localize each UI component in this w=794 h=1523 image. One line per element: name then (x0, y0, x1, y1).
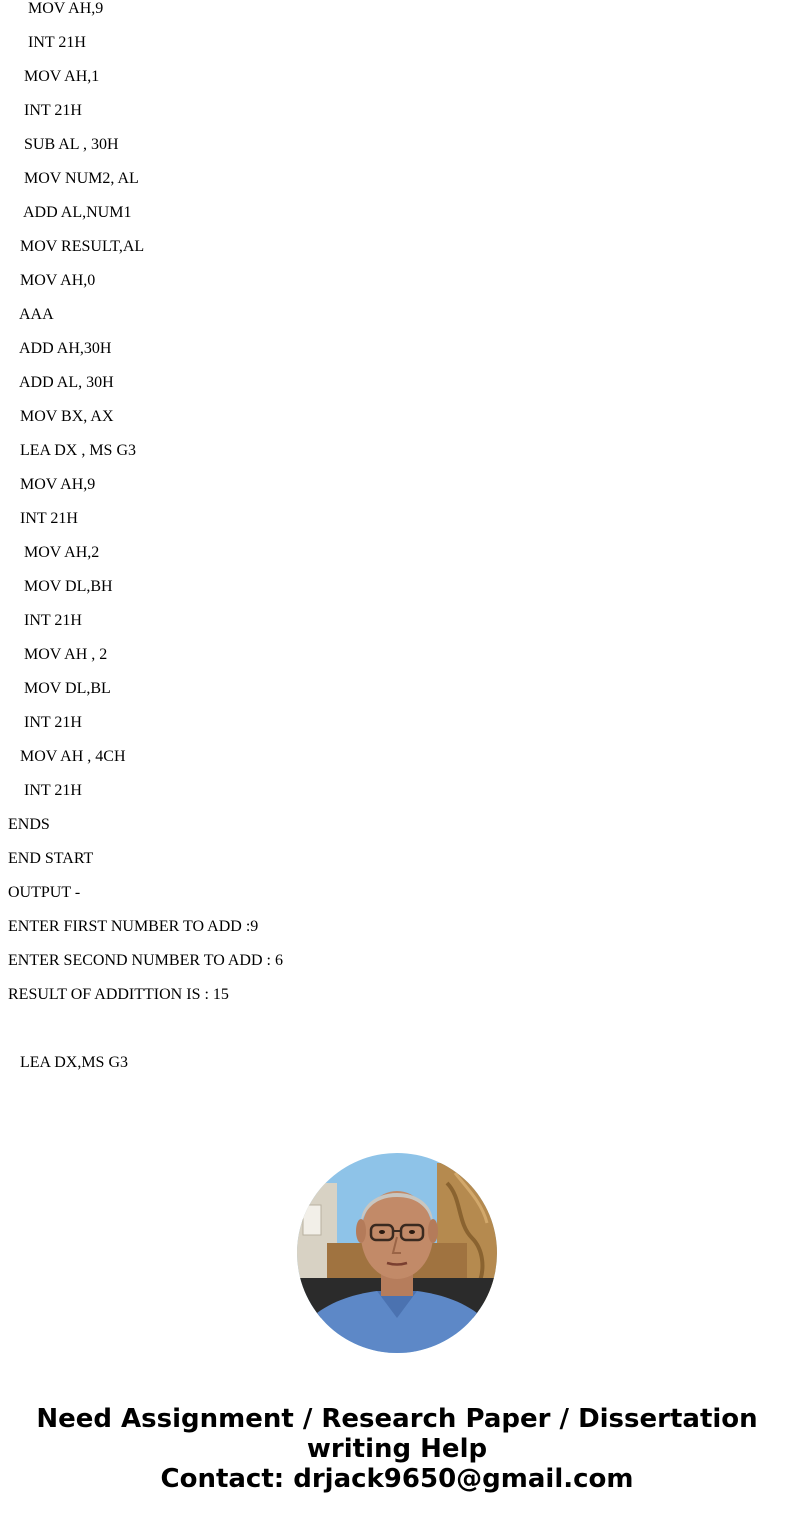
code-line: MOV AH,9 (28, 0, 104, 17)
code-line: MOV AH , 4CH (20, 748, 126, 765)
person-portrait-icon (297, 1153, 497, 1353)
code-line: ENDS (8, 816, 50, 833)
code-line: MOV AH,2 (24, 544, 100, 561)
output-line: ENTER FIRST NUMBER TO ADD :9 (8, 918, 259, 935)
output-heading: OUTPUT - (8, 884, 81, 901)
code-line: ADD AH,30H (19, 340, 112, 357)
output-line: ENTER SECOND NUMBER TO ADD : 6 (8, 952, 283, 969)
contact-email[interactable]: Contact: drjack9650@gmail.com (160, 1464, 634, 1494)
code-line: LEA DX,MS G3 (20, 1054, 129, 1071)
code-line: INT 21H (24, 714, 82, 731)
code-line: MOV RESULT,AL (20, 238, 145, 255)
code-line: MOV DL,BH (24, 578, 113, 595)
code-line: MOV BX, AX (20, 408, 114, 425)
banner-line-2: writing Help (306, 1434, 488, 1464)
code-line: INT 21H (24, 612, 82, 629)
code-line: MOV DL,BL (24, 680, 111, 697)
code-line: ADD AL,NUM1 (23, 204, 132, 221)
code-line: MOV NUM2, AL (24, 170, 139, 187)
code-line: SUB AL , 30H (24, 136, 119, 153)
code-line: MOV AH , 2 (24, 646, 108, 663)
code-line: INT 21H (20, 510, 78, 527)
code-line: MOV AH,9 (20, 476, 96, 493)
code-line: MOV AH,1 (24, 68, 100, 85)
code-line: MOV AH,0 (20, 272, 96, 289)
code-line: INT 21H (28, 34, 86, 51)
output-line: RESULT OF ADDITTION IS : 15 (8, 986, 229, 1003)
code-line: END START (8, 850, 94, 867)
code-line: INT 21H (24, 782, 82, 799)
author-avatar (297, 1153, 497, 1353)
contact-banner (0, 1404, 794, 1494)
code-line: INT 21H (24, 102, 82, 119)
banner-line-1: Need Assignment / Research Paper / Dissertation (36, 1404, 758, 1434)
code-line: LEA DX , MS G3 (20, 442, 137, 459)
code-line: AAA (19, 306, 54, 323)
code-line: ADD AL, 30H (19, 374, 114, 391)
